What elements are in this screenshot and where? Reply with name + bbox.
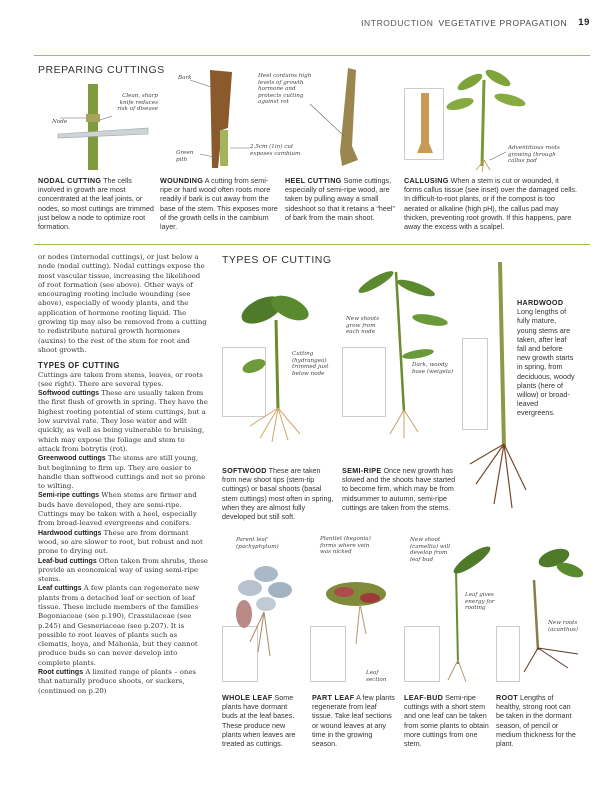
callus-pad <box>417 93 433 153</box>
semi-ripe-illustration <box>346 262 466 452</box>
caption-title: WHOLE LEAF <box>222 693 273 702</box>
entry-leaf <box>38 584 208 668</box>
callus-stem <box>482 80 484 166</box>
intro-paragraph: or nodes (internodal cuttings), or just below a node (nodal cutting). Nodal cuttings expose the most vascular tissue, increasing the likelihood of root formation (see above). Other ways of encouraging rooting include wounding (see above), especially of woody plants, and the application of hormone rooting liquid. The growing tip may also be removed from a cutting to redistribute natural growth hormones (auxins) to the rest of the stem for root and shoot growth. <box>38 253 207 354</box>
entry-title: Semi-ripe cuttings <box>38 492 100 500</box>
willow-stem <box>500 262 504 448</box>
header-section: INTRODUCTION <box>361 17 434 28</box>
leaf <box>268 290 313 325</box>
knife-blade <box>58 128 148 138</box>
ann-weigela: Dark, woody base (weigela) <box>412 362 454 375</box>
parent-leaf <box>236 600 252 628</box>
roots <box>524 648 578 672</box>
running-header <box>361 17 590 28</box>
succulent-leaf <box>256 597 276 611</box>
ann-begonia: Plantlet (begonia) forms where vein was nicked <box>320 536 371 556</box>
succulent-leaf <box>268 582 292 598</box>
ann-cut: 2.5cm (1in) cut exposes cambium <box>250 144 301 157</box>
caption-leaf-bud <box>404 693 490 748</box>
ann-hydrangea: Cutting (hydrangea) trimmed just below node <box>292 351 329 377</box>
root-section <box>534 580 538 650</box>
entry-title: Leaf cuttings <box>38 585 82 593</box>
entry-title: Greenwood cuttings <box>38 455 106 463</box>
ann-adventitious: Adventitious roots growing through callus pad <box>508 145 560 165</box>
roots <box>356 604 366 644</box>
caption-text: A few plants regenerate from leaf tissue. Take leaf sections or wound leaves at any time in the growing season. <box>312 693 395 749</box>
entry-text: A limited range of plants – ones that naturally produce shoots, or suckers, (continued on p.20) <box>38 668 196 695</box>
entry-text: These are usually taken from the first flush of growth in spring. They have the highest rooting potential of stem cuttings, but a low survival rate. They lose water and wilt quickly, as well as being vulnerable to bruising, which may expose the foliage and stem to attack from botrytis (rot). <box>38 389 208 453</box>
caption-text: Some plants have dormant buds at the leaf bases. These produce new plants when leaves are treated as cuttings. <box>222 693 296 749</box>
caption-text: These are taken from new shoot tips (stem-tip cuttings) or basal shoots (basal stem cuttings) most often in spring, when they are almost fully developed but still soft. <box>222 466 334 522</box>
ann-camellia: New shoot (camellia) will develop from leaf bud <box>410 537 451 563</box>
caption-callusing <box>404 176 578 231</box>
caption-title: CALLUSING <box>404 176 449 185</box>
entry-semi-ripe <box>38 491 208 528</box>
preparing-title: PREPARING CUTTINGS <box>38 64 165 76</box>
green-stem <box>88 84 98 170</box>
roots <box>476 160 490 172</box>
leaf <box>241 356 268 375</box>
header-topic: VEGETATIVE PROPAGATION <box>438 17 568 28</box>
caption-wounding <box>160 176 278 231</box>
ann-node: Node <box>52 119 68 125</box>
ann-energy: Leaf gives energy for rooting <box>465 592 495 612</box>
whole-leaf-illustration <box>230 550 300 680</box>
entry-greenwood <box>38 454 208 491</box>
ann-new-shoots: New shoots grow from each node <box>346 316 380 336</box>
caption-nodal <box>38 176 156 231</box>
caption-hardwood <box>517 298 577 418</box>
stem-node <box>86 114 100 122</box>
leaf <box>455 71 484 94</box>
caption-title: SOFTWOOD <box>222 466 267 475</box>
top-rule <box>34 55 590 56</box>
caption-title: WOUNDING <box>160 176 204 185</box>
caption-text: When a stem is cut or wounded, it forms callus tissue (see inset) over the damaged cells. In difficult-to-root plants, or if the compost is too aerated or alkaline (high pH), the callus pad may thicken, preventing root growth. If this happens, pare away the excess with a scalpel. <box>404 176 577 232</box>
roots <box>250 408 300 442</box>
ann-parent-leaf: Parent leaf (pachyphytum) <box>236 537 279 550</box>
types-intro: Cuttings are taken from stems, leaves, or roots (see right). There are several types. <box>38 370 203 388</box>
ann-new-roots: New roots (acanthus) <box>548 620 579 633</box>
section-rule <box>34 244 590 245</box>
entry-text: A few plants can regenerate new plants from a detached leaf or section of leaf tissue. These include members of the families Begoniaceae (see p.190), Crassulaceae (see p.245) and Gesneriaceae (see p.207). It is possible to root leaves of plants such as clematis, hoya, and Mahonia, but they cannot produce buds so can never develop into complete plants. <box>38 584 200 667</box>
roots <box>390 410 418 438</box>
roots <box>250 612 270 656</box>
callus-inset <box>404 88 444 160</box>
entry-title: Leaf-bud cuttings <box>38 557 97 565</box>
caption-text: Long lengths of fully mature, young stems are taken, after leaf fall and before new growth starts in spring, from deciduous, woody plants (here of willow) or broad-leaved evergreens. <box>517 307 575 418</box>
body-text-column <box>38 253 208 696</box>
caption-title: ROOT <box>496 693 518 702</box>
stem <box>456 570 458 664</box>
succulent-leaf <box>254 566 278 582</box>
leaf-bud-inset <box>404 626 440 682</box>
entry-title: Root cuttings <box>38 669 84 677</box>
ann-heel: Heel contains high levels of growth hormone and protects cutting against rot <box>258 73 312 106</box>
roots <box>470 444 526 508</box>
entry-text: The stems are still young, but beginning to firm up. They are easier to handle than softwood cuttings and not so prone to wilting. <box>38 454 206 491</box>
leaf <box>411 312 448 328</box>
caption-part-leaf <box>312 693 396 748</box>
stem <box>396 272 404 412</box>
ann-green-pith: Green pith <box>176 150 194 163</box>
leaf <box>356 268 396 297</box>
leaf <box>483 67 512 90</box>
caption-softwood <box>222 466 334 521</box>
heel-cutting-illustration <box>318 66 378 170</box>
caption-title: HARDWOOD <box>517 298 564 307</box>
entry-title: Hardwood cuttings <box>38 529 102 537</box>
caption-title: LEAF-BUD <box>404 693 444 702</box>
caption-text: Once new growth has slowed and the shoots have started to become firm, which may be from midsummer to autumn, semi-ripe cuttings are taken from the stems. <box>342 466 456 512</box>
caption-text: A cutting from semi-ripe or hard wood often roots more readily if bark is cut away from the base of the stem. This exposes more of the growth cells in the cambium layer. <box>160 176 278 232</box>
ann-knife: Clean, sharp knife reduces risk of disease <box>117 93 158 113</box>
caption-text: The cells involved in growth are most concentrated at the leaf joints, or nodes, so most cuttings are trimmed just below a node to optimize root formation. <box>38 176 154 232</box>
entry-hardwood <box>38 529 208 557</box>
entry-root <box>38 668 208 696</box>
types-heading: TYPES OF CUTTING <box>38 361 120 371</box>
root-inset <box>496 626 520 682</box>
entry-text: Often taken from shrubs, these provide an economical way of using semi-ripe stems. <box>38 556 209 584</box>
ann-bark: Bark <box>178 75 192 81</box>
entry-text: When stems are firmer and buds have developed, they are semi-ripe. Cuttings may be taken with a heel, especially from broad-leaved evergreens and conifers. <box>38 491 197 528</box>
caption-text: Lengths of healthy, strong root can be taken in the dormant season, of pencil or medium thickness for the plant. <box>496 693 576 749</box>
leaf-bud-illustration <box>440 544 500 684</box>
succulent-leaf <box>238 580 262 596</box>
caption-title: SEMI-RIPE <box>342 466 382 475</box>
leaf <box>402 347 435 360</box>
page-number: 19 <box>578 17 590 28</box>
caption-semi-ripe <box>342 466 460 512</box>
caption-root <box>496 693 580 748</box>
stem <box>276 320 278 410</box>
caption-whole-leaf <box>222 693 304 748</box>
heel-stem <box>340 68 358 166</box>
plantlet-leaf <box>360 593 380 603</box>
caption-text: Some cuttings, especially of semi-ripe wood, are taken by pulling away a small sideshoot so that it retains a “heel” of bark from the main shoot. <box>285 176 395 222</box>
entry-softwood <box>38 389 208 454</box>
caption-heel <box>285 176 397 222</box>
leaf <box>395 276 436 299</box>
plantlet-leaf <box>334 587 354 597</box>
types-title: TYPES OF CUTTING <box>222 254 332 266</box>
ann-leaf-section: Leaf section <box>366 670 387 683</box>
entry-leaf-bud <box>38 557 208 585</box>
root-illustration <box>520 540 590 686</box>
exposed-cambium <box>220 130 228 166</box>
leaf <box>493 91 526 109</box>
leaf <box>445 96 475 113</box>
caption-title: HEEL CUTTING <box>285 176 342 185</box>
caption-title: NODAL CUTTING <box>38 176 102 185</box>
caption-text: Semi-ripe cuttings with a short stem and one leaf can be taken from some plants to obtain more cuttings from one stem. <box>404 693 489 749</box>
entry-text: These are from dormant wood, so are slower to root, but robust and not prone to drying out. <box>38 528 203 556</box>
entry-title: Softwood cuttings <box>38 390 100 398</box>
caption-title: PART LEAF <box>312 693 355 702</box>
